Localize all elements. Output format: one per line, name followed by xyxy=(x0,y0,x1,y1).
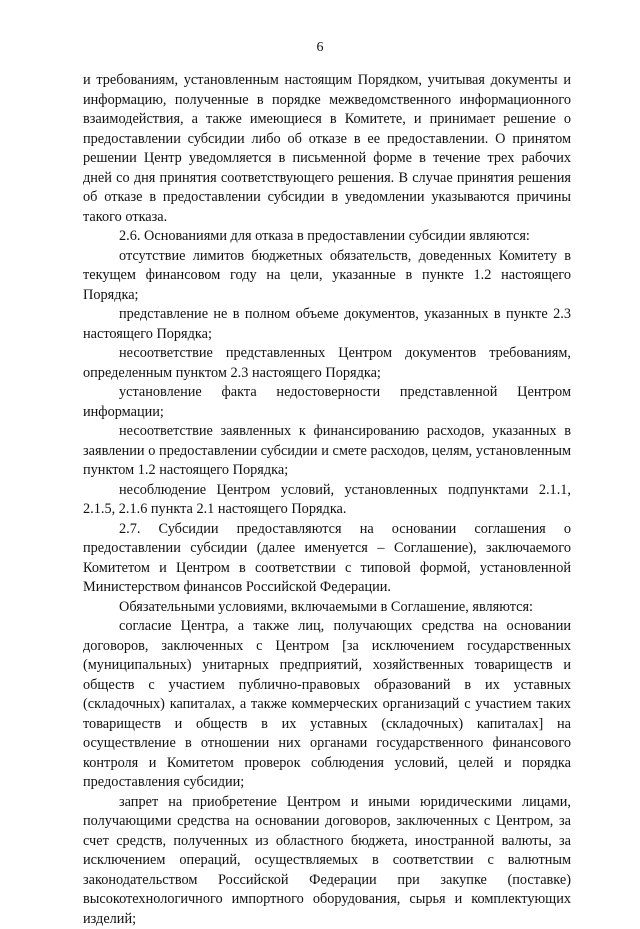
list-item-conditions-violation: несоблюдение Центром условий, установленных подпунктами 2.1.1, 2.1.5, 2.1.6 пункта 2.1 настоящего Порядка. xyxy=(83,481,571,520)
paragraph-2-7: 2.7. Субсидии предоставляются на основании соглашения о предоставлении субсидии (далее именуется – Соглашение), заключаемого Комитетом и Центром в соответствии с типовой формой, установленной Министерством финансов Российской Федерации. xyxy=(83,520,571,598)
paragraph-continuation: и требованиям, установленным настоящим Порядком, учитывая документы и информацию, полученные в порядке межведомственного информационного взаимодействия, а также имеющиеся в Комитете, и принимает решение о предоставлении субсидии либо об отказе в ее предоставлении. О принятом решении Центр уведомляется в письменной форме в течение трех рабочих дней со дня принятия соответствующего решения. В случае принятия решения об отказе в предоставлении субсидии в уведомлении указываются причины такого отказа. xyxy=(83,71,571,227)
list-item-limits: отсутствие лимитов бюджетных обязательств, доведенных Комитету в текущем финансовом году на цели, указанные в пункте 1.2 настоящего Порядка; xyxy=(83,247,571,306)
document-body xyxy=(83,71,571,929)
list-item-expenses-mismatch: несоответствие заявленных к финансированию расходов, указанных в заявлении о предоставлении субсидии и смете расходов, целям, установленным пунктом 1.2 настоящего Порядка; xyxy=(83,422,571,481)
list-item-unreliable-info: установление факта недостоверности представленной Центром информации; xyxy=(83,383,571,422)
list-item-currency-prohibition: запрет на приобретение Центром и иными юридическими лицами, получающими средства на основании договоров, заключенных с Центром, за счет средств, полученных из областного бюджета, иностранной валюты, за исключением операций, осуществляемых в соответствии с валютным законодательством Российской Федерации при закупке (поставке) высокотехнологичного импортного оборудования, сырья и комплектующих изделий; xyxy=(83,793,571,929)
list-item-documents-mismatch: несоответствие представленных Центром документов требованиям, определенным пунктом 2.3 настоящего Порядка; xyxy=(83,344,571,383)
list-item-consent: согласие Центра, а также лиц, получающих средства на основании договоров, заключенных с Центром [за исключением государственных (муниципальных) унитарных предприятий, хозяйственных товариществ и обществ с участием публично-правовых образований в их уставных (складочных) капиталах, а также коммерческих организаций с участием таких товариществ и обществ в их уставных (складочных) капиталах] на осуществление в отношении них органами государственного финансового контроля и Комитетом проверок соблюдения условий, целей и порядка предоставления субсидии; xyxy=(83,617,571,793)
page-number: 6 xyxy=(0,40,640,56)
paragraph-2-6-heading: 2.6. Основаниями для отказа в предоставлении субсидии являются: xyxy=(83,227,571,247)
list-item-incomplete-documents: представление не в полном объеме документов, указанных в пункте 2.3 настоящего Порядка; xyxy=(83,305,571,344)
paragraph-mandatory-conditions: Обязательными условиями, включаемыми в Соглашение, являются: xyxy=(83,598,571,618)
